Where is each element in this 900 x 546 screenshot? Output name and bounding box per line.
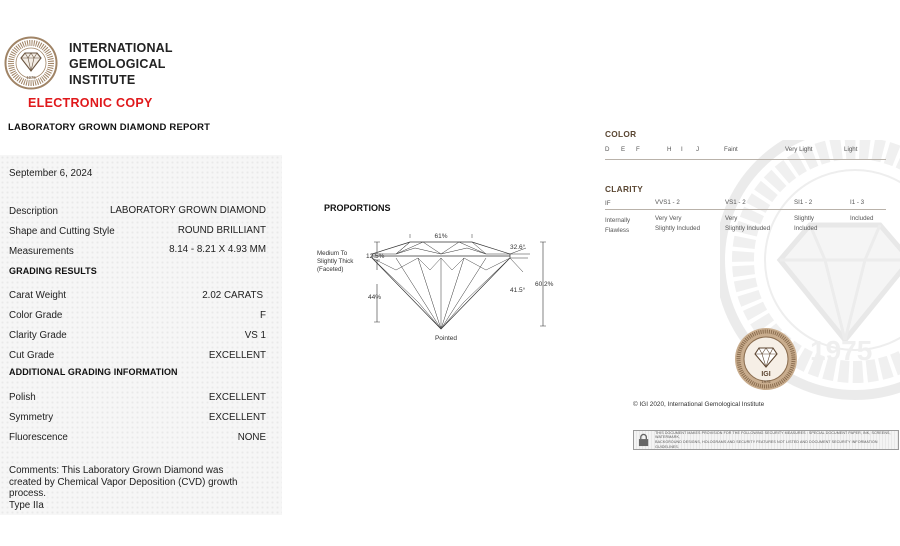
carat-weight-value: 2.02 CARATS — [202, 290, 263, 301]
girdle-line3: (Faceted) — [317, 266, 344, 273]
diamond-type: Type IIa — [9, 499, 44, 511]
institute-name-line2: GEMOLOGICAL — [69, 57, 166, 71]
clarity-si-label: SI1 - 2 — [794, 199, 813, 206]
pavilion-angle: 41.5° — [510, 287, 526, 294]
color-scale-heading: COLOR — [605, 129, 637, 139]
clarity-grade-label: Clarity Grade — [9, 330, 67, 341]
cut-grade-value: EXCELLENT — [208, 350, 266, 361]
clarity-vvs-desc-line2: Slightly Included — [655, 225, 701, 232]
color-grade-e: E — [621, 146, 626, 153]
igi-seal — [734, 327, 798, 391]
igi-logo — [4, 36, 58, 90]
comments-line: Comments: This Laboratory Grown Diamond was — [9, 465, 224, 476]
color-grade-h: H — [667, 146, 672, 153]
clarity-i-label: I1 - 3 — [850, 199, 865, 206]
color-range-light: Light — [844, 146, 858, 153]
clarity-vvs-label: VVS1 - 2 — [655, 199, 680, 206]
clarity-vvs-desc-line1: Very Very — [655, 215, 682, 222]
logo-year: 1975 — [26, 75, 36, 80]
clarity-si-desc-line1: Slightly — [794, 215, 814, 222]
clarity-i-desc-line1: Included — [850, 215, 874, 222]
polish-label: Polish — [9, 392, 36, 403]
lock-icon — [638, 433, 649, 447]
fluorescence-label: Fluorescence — [9, 432, 68, 443]
clarity-si-desc-line2: Included — [794, 225, 818, 232]
clarity-grade-value: VS 1 — [244, 330, 266, 341]
clarity-scale-rule — [605, 209, 886, 210]
crown-height: 12.5% — [366, 253, 385, 260]
total-depth: 60.2% — [535, 281, 554, 288]
security-features-strip — [633, 430, 899, 450]
color-range-faint: Faint — [724, 146, 738, 153]
shape-label: Shape and Cutting Style — [9, 226, 115, 237]
shape-value: ROUND BRILLIANT — [177, 225, 266, 236]
carat-weight-label: Carat Weight — [9, 290, 66, 301]
table-percentage: 61% — [434, 233, 448, 240]
color-grade-j: J — [696, 146, 700, 153]
clarity-if-label: IF — [605, 200, 611, 207]
additional-grading-heading: ADDITIONAL GRADING INFORMATION — [9, 367, 178, 377]
institute-name-line3: INSTITUTE — [69, 73, 136, 87]
report-date: September 6, 2024 — [9, 168, 93, 179]
color-grade-label: Color Grade — [9, 310, 63, 321]
description-label: Description — [9, 206, 59, 217]
color-range-very-light: Very Light — [785, 146, 813, 153]
proportions-diagram — [310, 226, 570, 346]
seal-year: 1975 — [761, 379, 771, 384]
clarity-vs-desc-line2: Slightly Included — [725, 225, 771, 232]
electronic-copy-label: ELECTRONIC COPY — [28, 96, 153, 110]
girdle-line1: Medium To — [317, 250, 348, 257]
pavilion-depth: 44% — [368, 294, 382, 301]
clarity-scale-heading: CLARITY — [605, 184, 644, 194]
comments-line: process. — [9, 488, 47, 499]
crown-angle: 32.6° — [510, 244, 526, 251]
proportions-heading: PROPORTIONS — [324, 203, 391, 213]
background-seal-year: 1975 — [810, 335, 873, 366]
copyright-notice: © IGI 2020, International Gemological Institute — [633, 401, 765, 408]
report-title: LABORATORY GROWN DIAMOND REPORT — [8, 122, 211, 133]
polish-value: EXCELLENT — [208, 392, 266, 403]
color-grade-f: F — [636, 146, 640, 153]
color-grade-value: F — [260, 310, 266, 321]
clarity-if-desc-line1: Internally — [605, 217, 631, 224]
measurements-label: Measurements — [9, 246, 74, 257]
comments — [9, 465, 249, 511]
description-value: LABORATORY GROWN DIAMOND — [109, 205, 266, 216]
security-text-line2: BACKGROUND DESIGNS, HOLOGRAMS AND SECURITY FEATURES NOT LISTED AND DOCUMENT SECURITY INFORMATION GUIDELINES. — [655, 440, 878, 449]
culet: Pointed — [434, 335, 458, 342]
institute-name-line1: INTERNATIONAL — [69, 41, 173, 55]
comments-line: created by Chemical Vapor Deposition (CVD) growth — [9, 476, 238, 488]
color-scale-rule — [605, 159, 886, 160]
cut-grade-label: Cut Grade — [9, 350, 55, 361]
clarity-if-desc-line2: Flawless — [605, 227, 630, 234]
measurements-value: 8.14 - 8.21 X 4.93 MM — [169, 244, 266, 255]
security-text-line1: THIS DOCUMENT MAKES PROVISION FOR THE FOLLOWING SECURITY MEASURES : SPECIAL DOCUMENT PAPER, INK, SCREENS, WATERMARK, — [655, 430, 891, 440]
symmetry-value: EXCELLENT — [208, 412, 266, 423]
symmetry-label: Symmetry — [9, 412, 54, 423]
girdle-line2: Slightly Thick — [317, 258, 354, 265]
grading-results-heading: GRADING RESULTS — [9, 266, 97, 276]
fluorescence-value: NONE — [237, 432, 266, 443]
color-grade-d: D — [605, 146, 610, 153]
seal-text: IGI — [761, 371, 771, 378]
clarity-vs-desc-line1: Very — [725, 215, 738, 222]
color-grade-i: I — [681, 146, 683, 153]
clarity-vs-label: VS1 - 2 — [725, 199, 746, 206]
